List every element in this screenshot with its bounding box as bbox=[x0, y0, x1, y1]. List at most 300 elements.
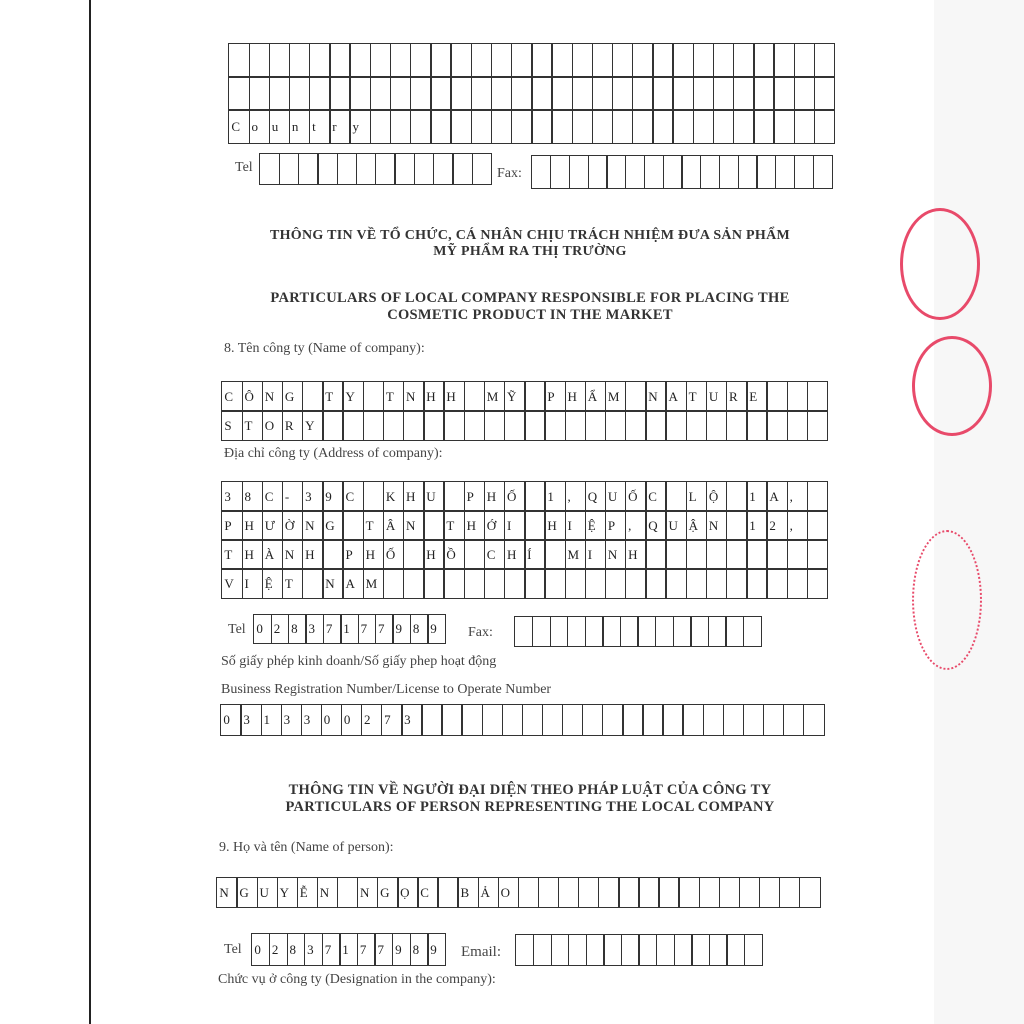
char-box[interactable] bbox=[349, 43, 371, 77]
tel-field[interactable] bbox=[260, 154, 492, 184]
char-box[interactable]: 9 bbox=[322, 481, 344, 511]
char-box[interactable] bbox=[550, 616, 569, 646]
char-box[interactable] bbox=[565, 568, 587, 598]
char-box[interactable]: n bbox=[289, 109, 311, 143]
char-box[interactable] bbox=[329, 43, 351, 77]
char-box[interactable] bbox=[794, 155, 814, 188]
char-box[interactable]: 2 bbox=[361, 704, 382, 735]
char-box[interactable] bbox=[620, 616, 639, 646]
char-box[interactable]: Ễ bbox=[297, 877, 318, 907]
char-box[interactable] bbox=[450, 109, 472, 143]
char-box[interactable] bbox=[329, 76, 351, 110]
char-box[interactable] bbox=[759, 877, 780, 907]
char-box[interactable] bbox=[691, 934, 710, 965]
company-tel-field[interactable] bbox=[254, 615, 445, 643]
char-box[interactable] bbox=[558, 877, 579, 907]
char-box[interactable] bbox=[289, 76, 311, 110]
char-box[interactable] bbox=[605, 568, 627, 598]
char-box[interactable]: Â bbox=[383, 510, 405, 540]
char-box[interactable] bbox=[612, 109, 634, 143]
char-box[interactable] bbox=[726, 510, 748, 540]
char-box[interactable]: N bbox=[403, 381, 425, 411]
char-box[interactable]: 9 bbox=[392, 614, 411, 643]
char-box[interactable]: Ọ bbox=[397, 877, 418, 907]
char-box[interactable] bbox=[693, 43, 715, 77]
char-box[interactable] bbox=[450, 76, 472, 110]
char-box[interactable] bbox=[603, 934, 622, 965]
char-box[interactable]: , bbox=[787, 481, 809, 511]
char-box[interactable] bbox=[414, 153, 435, 184]
char-box[interactable]: 1 bbox=[261, 704, 282, 735]
char-box[interactable]: N bbox=[262, 381, 284, 411]
char-box[interactable]: N bbox=[605, 539, 627, 569]
char-box[interactable] bbox=[746, 539, 768, 569]
char-box[interactable]: Ư bbox=[262, 510, 284, 540]
char-box[interactable] bbox=[602, 704, 623, 735]
char-box[interactable]: 3 bbox=[401, 704, 422, 735]
char-box[interactable]: N bbox=[322, 568, 344, 598]
char-box[interactable] bbox=[550, 155, 570, 188]
char-box[interactable]: u bbox=[269, 109, 291, 143]
char-box[interactable] bbox=[491, 109, 513, 143]
char-box[interactable] bbox=[443, 481, 465, 511]
char-box[interactable]: S bbox=[221, 410, 243, 440]
char-box[interactable] bbox=[337, 153, 358, 184]
char-box[interactable] bbox=[807, 539, 829, 569]
char-box[interactable] bbox=[430, 43, 452, 77]
char-box[interactable] bbox=[686, 539, 708, 569]
char-box[interactable]: I bbox=[504, 510, 526, 540]
char-box[interactable]: y bbox=[349, 109, 371, 143]
char-box[interactable] bbox=[298, 153, 319, 184]
char-box[interactable] bbox=[585, 568, 607, 598]
char-box[interactable]: Ố bbox=[504, 481, 526, 511]
char-box[interactable] bbox=[423, 568, 445, 598]
char-box[interactable] bbox=[753, 109, 775, 143]
char-box[interactable] bbox=[674, 934, 693, 965]
char-box[interactable] bbox=[625, 568, 647, 598]
char-box[interactable]: H bbox=[565, 381, 587, 411]
char-box[interactable] bbox=[605, 410, 627, 440]
char-box[interactable] bbox=[524, 481, 546, 511]
char-box[interactable] bbox=[787, 410, 809, 440]
char-box[interactable]: - bbox=[282, 481, 304, 511]
char-box[interactable] bbox=[551, 109, 573, 143]
char-box[interactable]: N bbox=[645, 381, 667, 411]
char-box[interactable]: Ệ bbox=[262, 568, 284, 598]
char-box[interactable] bbox=[390, 109, 412, 143]
char-box[interactable]: 3 bbox=[305, 614, 324, 643]
char-box[interactable] bbox=[551, 934, 570, 965]
char-box[interactable]: P bbox=[221, 510, 243, 540]
person-tel-field[interactable] bbox=[252, 934, 446, 965]
char-box[interactable]: G bbox=[322, 510, 344, 540]
char-box[interactable] bbox=[807, 381, 829, 411]
char-box[interactable]: r bbox=[329, 109, 351, 143]
char-box[interactable] bbox=[394, 153, 415, 184]
char-box[interactable] bbox=[531, 109, 553, 143]
char-box[interactable]: T bbox=[242, 410, 264, 440]
char-box[interactable] bbox=[733, 43, 755, 77]
char-box[interactable] bbox=[681, 155, 701, 188]
char-box[interactable] bbox=[302, 568, 324, 598]
char-box[interactable] bbox=[773, 109, 795, 143]
char-box[interactable]: M bbox=[565, 539, 587, 569]
char-box[interactable] bbox=[756, 155, 776, 188]
char-box[interactable]: Ố bbox=[625, 481, 647, 511]
char-box[interactable] bbox=[713, 43, 735, 77]
char-box[interactable]: T bbox=[443, 510, 465, 540]
char-box[interactable] bbox=[403, 568, 425, 598]
char-box[interactable] bbox=[773, 76, 795, 110]
char-box[interactable]: U bbox=[706, 381, 728, 411]
char-box[interactable] bbox=[524, 381, 546, 411]
char-box[interactable] bbox=[588, 155, 608, 188]
char-box[interactable]: 8 bbox=[287, 933, 306, 965]
char-box[interactable] bbox=[645, 568, 667, 598]
char-box[interactable] bbox=[719, 155, 739, 188]
char-box[interactable] bbox=[726, 410, 748, 440]
char-box[interactable]: 1 bbox=[746, 510, 768, 540]
char-box[interactable]: U bbox=[423, 481, 445, 511]
char-box[interactable]: 0 bbox=[251, 933, 270, 965]
char-box[interactable] bbox=[249, 43, 271, 77]
char-box[interactable] bbox=[522, 704, 543, 735]
char-box[interactable] bbox=[363, 381, 385, 411]
char-box[interactable] bbox=[638, 877, 659, 907]
char-box[interactable] bbox=[652, 43, 674, 77]
char-box[interactable] bbox=[464, 410, 486, 440]
char-box[interactable] bbox=[317, 153, 338, 184]
char-box[interactable] bbox=[342, 410, 364, 440]
char-box[interactable]: T bbox=[221, 539, 243, 569]
char-box[interactable] bbox=[672, 109, 694, 143]
char-box[interactable] bbox=[370, 76, 392, 110]
char-box[interactable] bbox=[632, 109, 654, 143]
char-box[interactable] bbox=[686, 410, 708, 440]
char-box[interactable] bbox=[763, 704, 784, 735]
char-box[interactable] bbox=[645, 539, 667, 569]
char-box[interactable] bbox=[279, 153, 300, 184]
char-box[interactable] bbox=[511, 43, 533, 77]
char-box[interactable] bbox=[807, 568, 829, 598]
char-box[interactable] bbox=[249, 76, 271, 110]
char-box[interactable]: 3 bbox=[221, 481, 243, 511]
char-box[interactable] bbox=[269, 43, 291, 77]
char-box[interactable]: M bbox=[363, 568, 385, 598]
char-box[interactable]: À bbox=[262, 539, 284, 569]
char-box[interactable] bbox=[511, 76, 533, 110]
char-box[interactable] bbox=[625, 410, 647, 440]
char-box[interactable] bbox=[738, 155, 758, 188]
char-box[interactable]: , bbox=[625, 510, 647, 540]
char-box[interactable]: A bbox=[766, 481, 788, 511]
char-box[interactable]: Q bbox=[585, 481, 607, 511]
char-box[interactable] bbox=[375, 153, 396, 184]
char-box[interactable] bbox=[464, 381, 486, 411]
char-box[interactable]: 2 bbox=[269, 933, 288, 965]
char-box[interactable]: C bbox=[342, 481, 364, 511]
char-box[interactable]: 3 bbox=[304, 933, 323, 965]
char-box[interactable]: Y bbox=[277, 877, 298, 907]
char-box[interactable]: N bbox=[317, 877, 338, 907]
char-box[interactable]: 7 bbox=[323, 614, 342, 643]
char-box[interactable] bbox=[504, 568, 526, 598]
char-box[interactable] bbox=[612, 43, 634, 77]
char-box[interactable]: Ả bbox=[478, 877, 499, 907]
char-box[interactable] bbox=[746, 410, 768, 440]
char-box[interactable] bbox=[524, 568, 546, 598]
char-box[interactable]: 1 bbox=[746, 481, 768, 511]
char-box[interactable]: A bbox=[342, 568, 364, 598]
char-box[interactable] bbox=[437, 877, 458, 907]
char-box[interactable] bbox=[423, 410, 445, 440]
char-box[interactable] bbox=[518, 877, 539, 907]
char-box[interactable] bbox=[794, 76, 816, 110]
char-box[interactable] bbox=[390, 76, 412, 110]
char-box[interactable]: C bbox=[484, 539, 506, 569]
char-box[interactable]: Ô bbox=[242, 381, 264, 411]
char-box[interactable] bbox=[713, 76, 735, 110]
char-box[interactable] bbox=[787, 539, 809, 569]
char-box[interactable] bbox=[471, 109, 493, 143]
char-box[interactable] bbox=[430, 76, 452, 110]
char-box[interactable] bbox=[814, 109, 836, 143]
char-box[interactable] bbox=[794, 109, 816, 143]
char-box[interactable]: 1 bbox=[340, 614, 359, 643]
char-box[interactable] bbox=[779, 877, 800, 907]
char-box[interactable] bbox=[551, 43, 573, 77]
char-box[interactable] bbox=[733, 76, 755, 110]
char-box[interactable] bbox=[642, 704, 663, 735]
char-box[interactable] bbox=[699, 877, 720, 907]
char-box[interactable]: G bbox=[236, 877, 257, 907]
char-box[interactable]: H bbox=[464, 510, 486, 540]
char-box[interactable]: 9 bbox=[392, 933, 411, 965]
char-box[interactable] bbox=[572, 43, 594, 77]
char-box[interactable] bbox=[693, 109, 715, 143]
char-box[interactable]: H bbox=[302, 539, 324, 569]
char-box[interactable] bbox=[739, 877, 760, 907]
char-box[interactable] bbox=[322, 410, 344, 440]
char-box[interactable] bbox=[430, 109, 452, 143]
char-box[interactable]: 7 bbox=[381, 704, 402, 735]
license-number-grid[interactable] bbox=[221, 705, 824, 735]
char-box[interactable]: P bbox=[544, 381, 566, 411]
char-box[interactable] bbox=[585, 616, 604, 646]
char-box[interactable] bbox=[632, 43, 654, 77]
char-box[interactable]: Í bbox=[524, 539, 546, 569]
char-box[interactable]: t bbox=[309, 109, 331, 143]
char-box[interactable] bbox=[484, 410, 506, 440]
char-box[interactable] bbox=[544, 539, 566, 569]
char-box[interactable] bbox=[807, 410, 829, 440]
char-box[interactable] bbox=[726, 539, 748, 569]
char-box[interactable] bbox=[309, 76, 331, 110]
char-box[interactable] bbox=[706, 568, 728, 598]
char-box[interactable] bbox=[452, 153, 473, 184]
char-box[interactable] bbox=[572, 76, 594, 110]
char-box[interactable] bbox=[787, 568, 809, 598]
char-box[interactable]: M bbox=[484, 381, 506, 411]
char-box[interactable]: H bbox=[242, 539, 264, 569]
char-box[interactable]: Ờ bbox=[282, 510, 304, 540]
char-box[interactable]: N bbox=[403, 510, 425, 540]
char-box[interactable] bbox=[726, 481, 748, 511]
char-box[interactable]: 8 bbox=[410, 933, 429, 965]
char-box[interactable]: H bbox=[443, 381, 465, 411]
char-box[interactable] bbox=[665, 568, 687, 598]
char-box[interactable]: T bbox=[686, 381, 708, 411]
char-box[interactable]: 7 bbox=[358, 614, 377, 643]
char-box[interactable] bbox=[766, 539, 788, 569]
char-box[interactable]: , bbox=[787, 510, 809, 540]
char-box[interactable] bbox=[598, 877, 619, 907]
char-box[interactable]: 2 bbox=[271, 614, 290, 643]
char-box[interactable]: E bbox=[746, 381, 768, 411]
char-box[interactable] bbox=[592, 76, 614, 110]
char-box[interactable] bbox=[807, 510, 829, 540]
char-box[interactable] bbox=[491, 76, 513, 110]
char-box[interactable]: R bbox=[726, 381, 748, 411]
char-box[interactable]: U bbox=[605, 481, 627, 511]
char-box[interactable] bbox=[658, 877, 679, 907]
char-box[interactable]: Ậ bbox=[686, 510, 708, 540]
char-box[interactable] bbox=[511, 109, 533, 143]
char-box[interactable]: C bbox=[645, 481, 667, 511]
char-box[interactable]: H bbox=[242, 510, 264, 540]
char-box[interactable] bbox=[410, 43, 432, 77]
char-box[interactable] bbox=[625, 381, 647, 411]
char-box[interactable]: N bbox=[706, 510, 728, 540]
char-box[interactable]: P bbox=[464, 481, 486, 511]
person-email-field[interactable] bbox=[516, 935, 762, 965]
char-box[interactable]: 7 bbox=[357, 933, 376, 965]
char-box[interactable] bbox=[551, 76, 573, 110]
char-box[interactable] bbox=[578, 877, 599, 907]
char-box[interactable] bbox=[461, 704, 482, 735]
char-box[interactable] bbox=[302, 381, 324, 411]
char-box[interactable] bbox=[713, 109, 735, 143]
char-box[interactable] bbox=[625, 155, 645, 188]
char-box[interactable]: Ồ bbox=[443, 539, 465, 569]
char-box[interactable] bbox=[803, 704, 824, 735]
char-box[interactable]: T bbox=[383, 381, 405, 411]
char-box[interactable] bbox=[544, 410, 566, 440]
char-box[interactable]: I bbox=[565, 510, 587, 540]
char-box[interactable] bbox=[621, 934, 640, 965]
char-box[interactable] bbox=[441, 704, 462, 735]
char-box[interactable] bbox=[703, 704, 724, 735]
company-address-grid[interactable] bbox=[222, 482, 828, 598]
char-box[interactable] bbox=[655, 616, 674, 646]
char-box[interactable]: 1 bbox=[339, 933, 358, 965]
char-box[interactable]: 2 bbox=[766, 510, 788, 540]
char-box[interactable] bbox=[753, 76, 775, 110]
char-box[interactable] bbox=[309, 43, 331, 77]
char-box[interactable] bbox=[363, 410, 385, 440]
char-box[interactable] bbox=[532, 616, 551, 646]
char-box[interactable] bbox=[618, 877, 639, 907]
char-box[interactable] bbox=[709, 934, 728, 965]
char-box[interactable] bbox=[337, 877, 358, 907]
char-box[interactable]: H bbox=[625, 539, 647, 569]
char-box[interactable] bbox=[349, 76, 371, 110]
char-box[interactable] bbox=[410, 109, 432, 143]
char-box[interactable]: H bbox=[504, 539, 526, 569]
char-box[interactable]: H bbox=[423, 539, 445, 569]
char-box[interactable]: 8 bbox=[410, 614, 429, 643]
char-box[interactable] bbox=[569, 155, 589, 188]
char-box[interactable]: T bbox=[322, 381, 344, 411]
char-box[interactable] bbox=[433, 153, 454, 184]
char-box[interactable]: Ẩ bbox=[585, 381, 607, 411]
char-box[interactable]: N bbox=[302, 510, 324, 540]
char-box[interactable] bbox=[743, 704, 764, 735]
char-box[interactable]: C bbox=[221, 381, 243, 411]
char-box[interactable] bbox=[678, 877, 699, 907]
char-box[interactable] bbox=[807, 481, 829, 511]
char-box[interactable]: Ệ bbox=[585, 510, 607, 540]
char-box[interactable]: C bbox=[262, 481, 284, 511]
char-box[interactable] bbox=[383, 410, 405, 440]
char-box[interactable] bbox=[766, 568, 788, 598]
char-box[interactable]: K bbox=[383, 481, 405, 511]
char-box[interactable] bbox=[582, 704, 603, 735]
char-box[interactable] bbox=[370, 43, 392, 77]
char-box[interactable]: C bbox=[417, 877, 438, 907]
char-box[interactable]: 0 bbox=[220, 704, 241, 735]
char-box[interactable] bbox=[612, 76, 634, 110]
char-box[interactable] bbox=[383, 568, 405, 598]
char-box[interactable] bbox=[773, 43, 795, 77]
char-box[interactable]: 1 bbox=[544, 481, 566, 511]
char-box[interactable] bbox=[744, 934, 763, 965]
char-box[interactable]: P bbox=[605, 510, 627, 540]
char-box[interactable] bbox=[443, 410, 465, 440]
char-box[interactable]: U bbox=[257, 877, 278, 907]
char-box[interactable] bbox=[814, 43, 836, 77]
char-box[interactable] bbox=[542, 704, 563, 735]
char-box[interactable] bbox=[644, 155, 664, 188]
char-box[interactable] bbox=[390, 43, 412, 77]
char-box[interactable] bbox=[567, 616, 586, 646]
char-box[interactable] bbox=[726, 934, 745, 965]
char-box[interactable]: Ố bbox=[383, 539, 405, 569]
char-box[interactable]: H bbox=[423, 381, 445, 411]
char-box[interactable] bbox=[464, 568, 486, 598]
char-box[interactable] bbox=[504, 410, 526, 440]
char-box[interactable] bbox=[592, 109, 614, 143]
char-box[interactable] bbox=[538, 877, 559, 907]
char-box[interactable] bbox=[706, 539, 728, 569]
char-box[interactable]: 3 bbox=[281, 704, 302, 735]
char-box[interactable] bbox=[568, 934, 587, 965]
char-box[interactable]: 9 bbox=[427, 933, 446, 965]
char-box[interactable] bbox=[686, 568, 708, 598]
char-box[interactable] bbox=[524, 510, 546, 540]
char-box[interactable] bbox=[799, 877, 820, 907]
char-box[interactable] bbox=[645, 410, 667, 440]
char-box[interactable] bbox=[421, 704, 442, 735]
char-box[interactable] bbox=[602, 616, 621, 646]
char-box[interactable]: N bbox=[357, 877, 378, 907]
char-box[interactable] bbox=[544, 568, 566, 598]
char-box[interactable] bbox=[672, 43, 694, 77]
char-box[interactable] bbox=[269, 76, 291, 110]
char-box[interactable] bbox=[656, 934, 675, 965]
char-box[interactable] bbox=[565, 410, 587, 440]
